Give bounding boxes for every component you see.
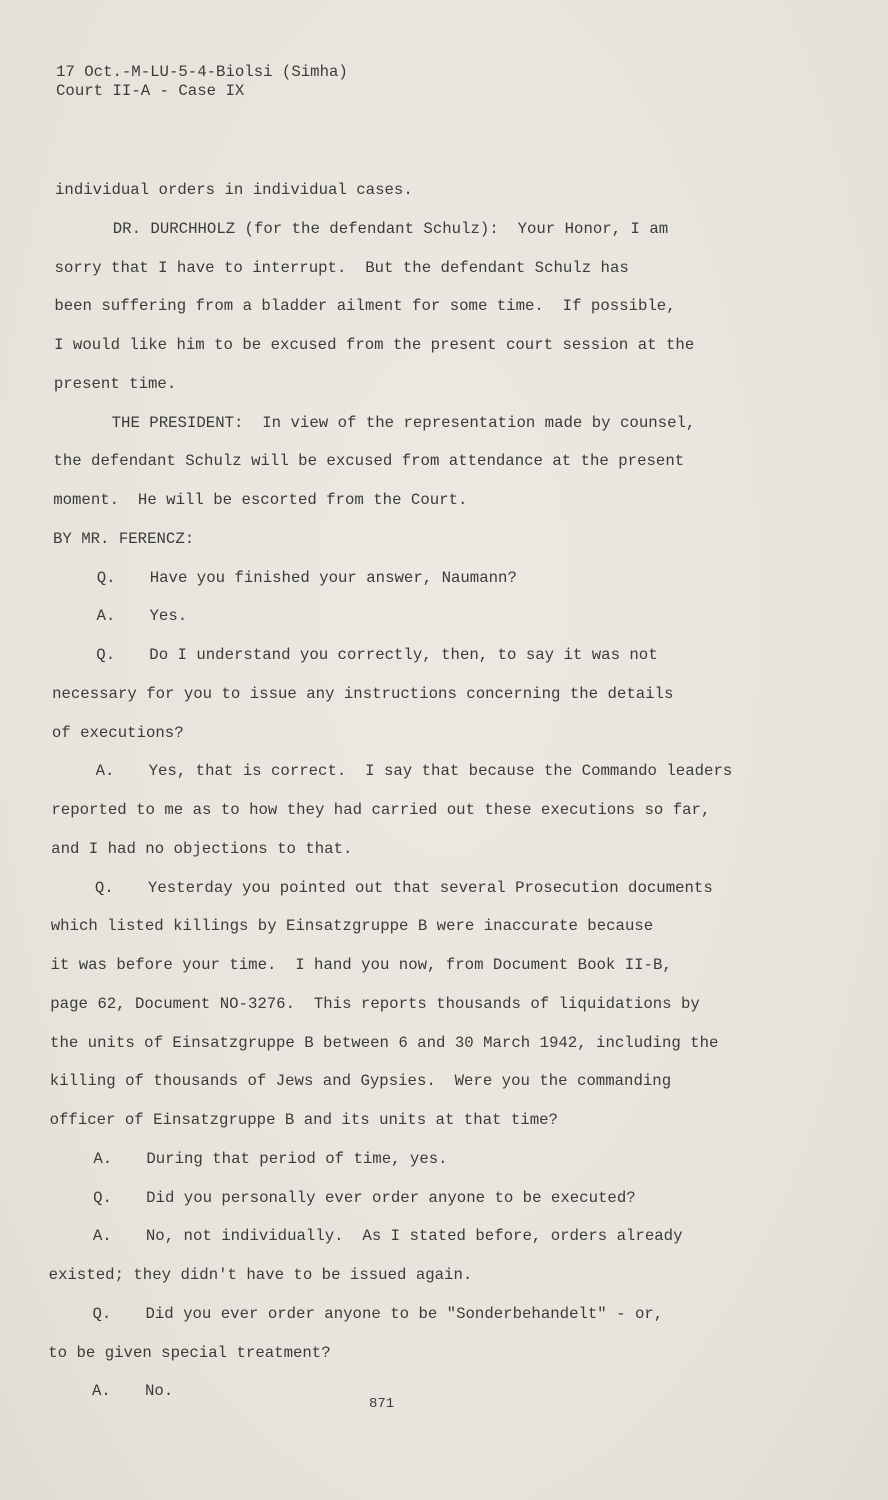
transcript-line: Have you finished your answer, Naumann?	[149, 568, 517, 587]
speaker-label: A.	[92, 1227, 112, 1246]
transcript-line: Yesterday you pointed out that several Prosecution documents	[147, 878, 713, 897]
speaker-label: A.	[96, 607, 116, 626]
transcript-line: been suffering from a bladder ailment for some time. If possible,	[54, 297, 676, 316]
transcript-line: officer of Einsatzgruppe B and its units at that time?	[49, 1111, 558, 1129]
transcript-line: the defendant Schulz will be excused from attendance at the present	[53, 452, 685, 471]
speaker-label: Q.	[92, 1304, 112, 1323]
transcript-line: of executions?	[51, 723, 184, 742]
transcript-line: killing of thousands of Jews and Gypsies. Were you the commanding	[49, 1072, 672, 1091]
transcript-line: individual orders in individual cases.	[55, 181, 413, 199]
transcript-line: I would like him to be excused from the present court session at the	[54, 336, 695, 354]
transcript-line: present time.	[53, 374, 177, 393]
header-line-1: 17 Oct.-M-LU-5-4-Biolsi (Simha)	[56, 63, 348, 81]
page-number: 871	[369, 1396, 395, 1412]
speaker-label: Q.	[93, 1188, 112, 1207]
transcript-line: DR. DURCHHOLZ (for the defendant Schulz): Your Honor, I am	[112, 219, 669, 238]
transcript-line: Do I understand you correctly, then, to say it was not	[149, 646, 658, 664]
transcript-line: Did you personally ever order anyone to be executed?	[146, 1188, 636, 1207]
speaker-label: Q.	[96, 646, 116, 664]
transcript-line: sorry that I have to interrupt. But the defendant Schulz has	[54, 258, 629, 277]
transcript-line: which listed killings by Einsatzgruppe B were inaccurate because	[50, 917, 654, 936]
speaker-label: Q.	[94, 878, 114, 897]
speaker-label: A.	[95, 762, 115, 781]
transcript-line: Yes.	[149, 607, 188, 626]
transcript-line: necessary for you to issue any instructions concerning the details	[52, 684, 674, 703]
header-line-2: Court II-A - Case IX	[56, 82, 245, 100]
speaker-label: A.	[92, 1382, 111, 1401]
transcript-line: page 62, Document NO-3276. This reports thousands of liquidations by	[50, 994, 700, 1013]
transcript-line: Yes, that is correct. I say that because the Commando leaders	[148, 762, 733, 781]
speaker-label: A.	[93, 1149, 113, 1168]
transcript-line: BY MR. FERENCZ:	[52, 529, 195, 548]
speaker-label: Q.	[96, 568, 116, 587]
transcript-line: THE PRESIDENT: In view of the representation made by counsel,	[111, 413, 696, 432]
transcript-line: existed; they didn't have to be issued again.	[48, 1266, 473, 1284]
transcript-line: to be given special treatment?	[48, 1343, 331, 1362]
transcript-line: reported to me as to how they had carried out these executions so far,	[51, 801, 711, 819]
transcript-line: it was before your time. I hand you now, from Document Book II-B,	[50, 956, 672, 974]
transcript-line: and I had no objections to that.	[51, 839, 353, 858]
transcript-line: Did you ever order anyone to be "Sonderbehandelt" - or,	[145, 1304, 664, 1323]
transcript-line: moment. He will be escorted from the Court.	[53, 491, 468, 509]
transcript-line: No, not individually. As I stated before, orders already	[145, 1227, 683, 1246]
transcript-line: the units of Einsatzgruppe B between 6 and 30 March 1942, including the	[50, 1033, 719, 1052]
transcript-line: No.	[145, 1382, 174, 1401]
transcript-line: During that period of time, yes.	[146, 1149, 448, 1168]
